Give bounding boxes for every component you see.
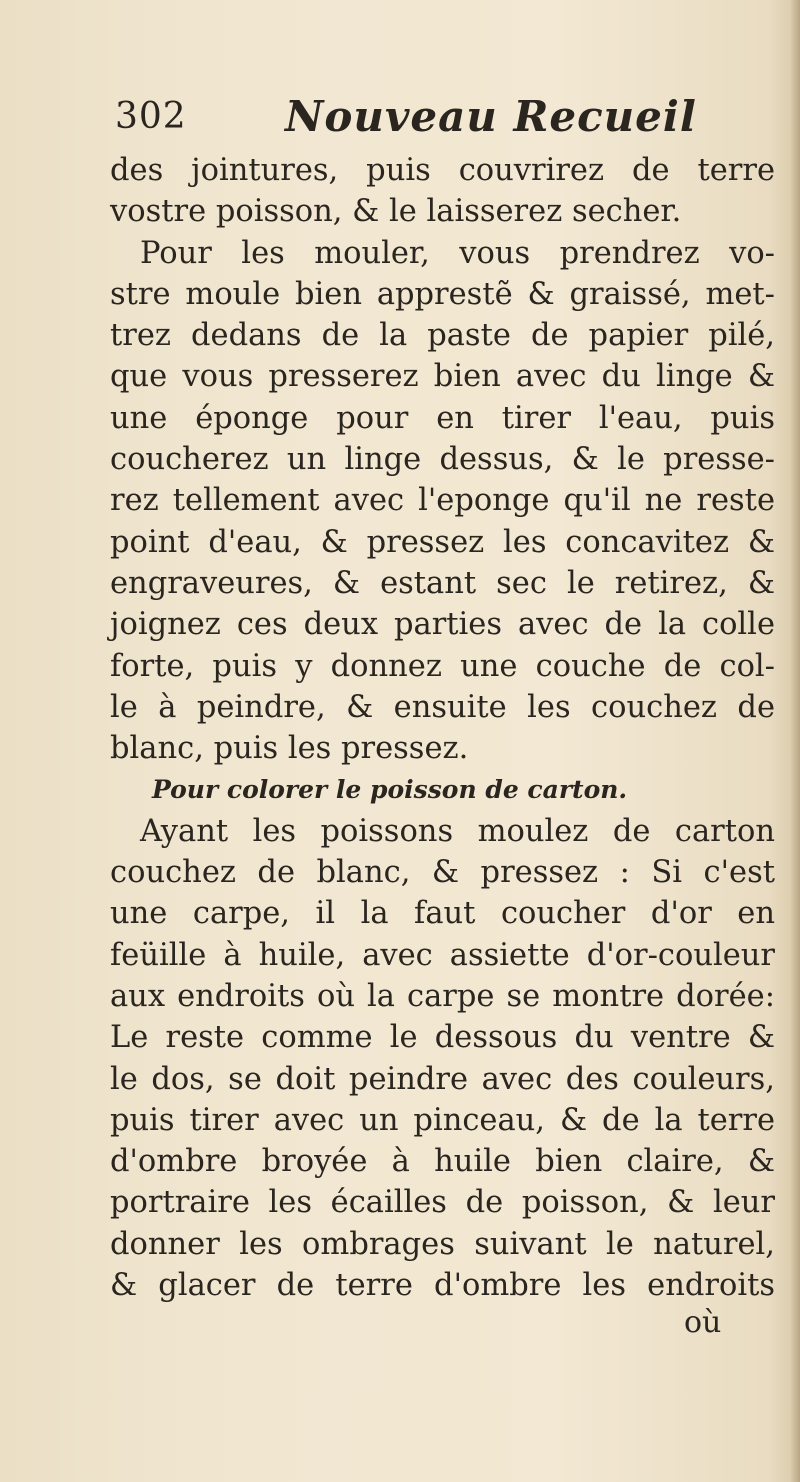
text-line: vostre poisson, & le laisserez secher. <box>110 194 682 230</box>
text-line: le à peindre, & ensuite les couchez de <box>110 689 775 725</box>
text-line: blanc, puis les pressez. <box>110 731 469 767</box>
text-line: feüille à huile, avec assiette d'or-couleur <box>110 937 775 973</box>
text-line: joignez ces deux parties avec de la colle <box>110 607 775 643</box>
text-line: puis tirer avec un pinceau, & de la terre <box>110 1102 775 1138</box>
text-line: coucherez un linge dessus, & le presse- <box>110 442 775 478</box>
body-text <box>110 150 775 1306</box>
text-line: & glacer de terre d'ombre les endroits <box>110 1268 775 1304</box>
page-header <box>115 92 755 142</box>
text-line: aux endroits où la carpe se montre dorée: <box>110 978 775 1014</box>
text-line: couchez de blanc, & pressez : Si c'est <box>110 855 775 891</box>
text-line: des jointures, puis couvrirez de terre <box>110 153 775 188</box>
text-line: Le reste comme le dessous du ventre & <box>110 1020 775 1056</box>
text-line: Ayant les poissons moulez de carton <box>140 813 775 849</box>
text-line: le dos, se doit peindre avec des couleurs, <box>110 1061 775 1097</box>
page-number: 302 <box>115 96 187 137</box>
section-heading: Pour colorer le poisson de carton. <box>152 775 628 805</box>
text-line: portraire les écailles de poisson, & leur <box>110 1185 775 1221</box>
text-line: rez tellement avec l'eponge qu'il ne reste <box>110 483 775 519</box>
text-line: que vous presserez bien avec du linge & <box>110 359 775 395</box>
text-line: donner les ombrages suivant le naturel, <box>110 1226 775 1262</box>
text-line: engraveures, & estant sec le retirez, & <box>110 565 775 601</box>
text-line: forte, puis y donnez une couche de col- <box>110 648 775 684</box>
text-line: Pour les mouler, vous prendrez vo- <box>140 235 775 271</box>
catchword: où <box>684 1305 722 1340</box>
text-line: une carpe, il la faut coucher d'or en <box>110 896 775 932</box>
text-line: d'ombre broyée à huile bien claire, & <box>110 1144 775 1180</box>
text-line: une éponge pour en tirer l'eau, puis <box>110 400 775 436</box>
running-head: Nouveau Recueil <box>285 92 697 141</box>
text-line: trez dedans de la paste de papier pilé, <box>110 318 775 354</box>
text-line: point d'eau, & pressez les concavitez & <box>110 524 775 560</box>
text-line: stre moule bien apprestẽ & graissé, met- <box>110 276 775 312</box>
page-edge-shadow <box>790 0 800 1482</box>
